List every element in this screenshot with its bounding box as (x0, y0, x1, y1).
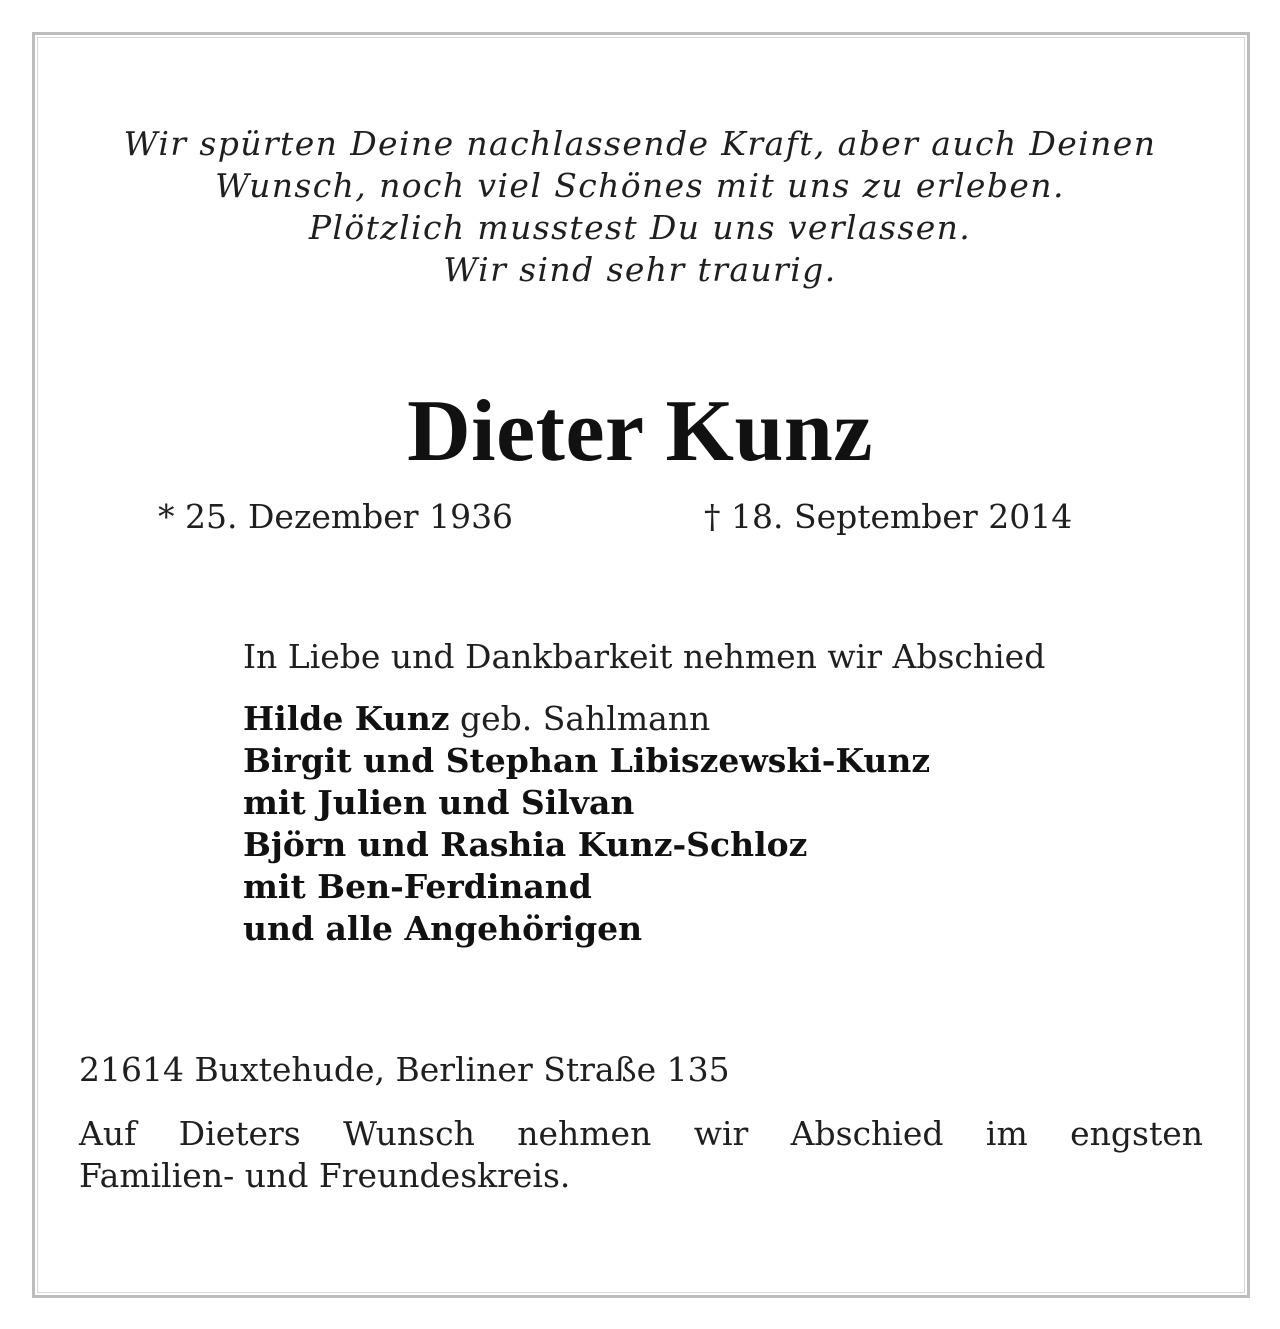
mourner-hilde-name: Hilde Kunz (243, 699, 450, 738)
deceased-name: Dieter Kunz (407, 383, 873, 480)
mourner-row-5: mit Ben-Ferdinand (243, 867, 592, 906)
mourner-row-4: Björn und Rashia Kunz-Schloz (243, 825, 808, 864)
mourners-list (243, 698, 930, 950)
closing-line-1: Auf Dieters Wunsch nehmen wir Abschied im engsten (79, 1114, 1203, 1153)
verse-line-4: Wir sind sehr traurig. (443, 250, 837, 289)
farewell-text: In Liebe und Dankbarkeit nehmen wir Abschied (243, 637, 1046, 676)
death-date: † 18. September 2014 (704, 497, 1073, 536)
closing-note (79, 1113, 1203, 1197)
memorial-verse (70, 123, 1210, 291)
verse-line-2: Wunsch, noch viel Schönes mit uns zu erleben. (215, 166, 1065, 205)
verse-line-1: Wir spürten Deine nachlassende Kraft, aber auch Deinen (123, 124, 1157, 163)
mourner-hilde-maiden-name: geb. Sahlmann (449, 699, 711, 738)
mourner-row-1 (243, 698, 930, 740)
birth-date: * 25. Dezember 1936 (158, 497, 514, 536)
address: 21614 Buxtehude, Berliner Straße 135 (79, 1050, 730, 1089)
closing-line-2: Familien- und Freundeskreis. (79, 1156, 571, 1195)
mourner-row-3: mit Julien und Silvan (243, 783, 635, 822)
mourner-row-6: und alle Angehörigen (243, 909, 643, 948)
mourner-row-2: Birgit und Stephan Libiszewski-Kunz (243, 741, 931, 780)
verse-line-3: Plötzlich musstest Du uns verlassen. (308, 208, 972, 247)
